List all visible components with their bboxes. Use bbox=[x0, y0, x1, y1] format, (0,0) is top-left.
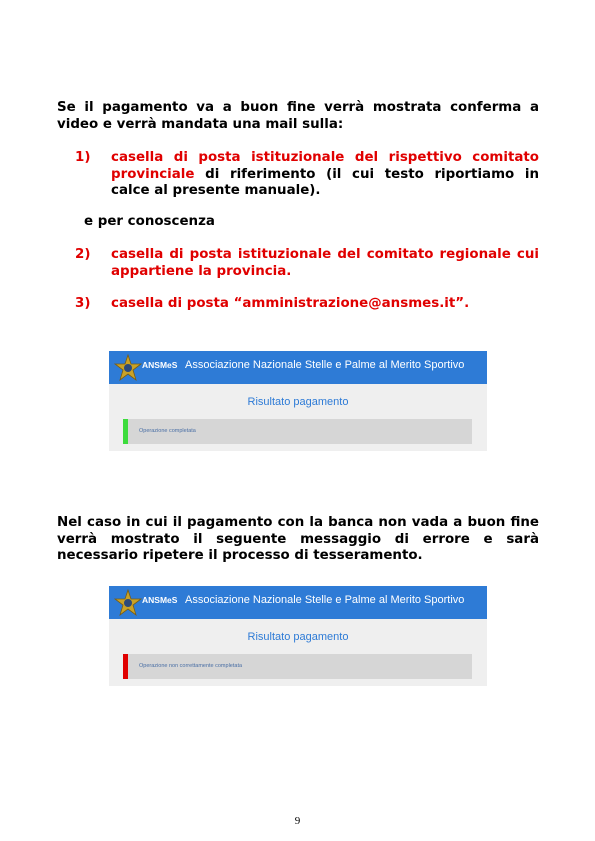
brand-name: ANSMeS bbox=[142, 595, 178, 605]
result-message-box bbox=[123, 654, 472, 679]
star-logo-icon bbox=[114, 589, 142, 616]
result-message-box bbox=[123, 419, 472, 444]
header-bar bbox=[109, 586, 487, 619]
list-item-1 bbox=[75, 150, 539, 200]
header-bar bbox=[109, 351, 487, 384]
item-number: 3) bbox=[75, 296, 91, 311]
item-red-text: casella di posta “amministrazione@ansmes.it”. bbox=[111, 296, 470, 311]
item-red-text: casella di posta istituzionale del comitato regionale cui appartiene la provincia. bbox=[111, 247, 539, 279]
result-heading: Risultato pagamento bbox=[247, 396, 349, 408]
association-title: Associazione Nazionale Stelle e Palme al Merito Sportivo bbox=[185, 594, 465, 606]
item-number: 2) bbox=[75, 247, 91, 262]
result-heading: Risultato pagamento bbox=[247, 631, 349, 643]
result-message: Operazione completata bbox=[139, 428, 196, 434]
error-flag bbox=[123, 654, 128, 679]
payment-error-screenshot bbox=[109, 586, 487, 686]
page-number: 9 bbox=[294, 815, 301, 827]
item-black-text: di riferimento (il cui testo riportiamo in calce al presente manuale). bbox=[111, 166, 539, 198]
intro-paragraph: Se il pagamento va a buon fine verrà mostrata conferma a video e verrà mandata una mail sulla: bbox=[57, 100, 539, 132]
item-number: 1) bbox=[75, 150, 91, 165]
list-item-3 bbox=[75, 296, 539, 313]
brand-name: ANSMeS bbox=[142, 360, 178, 370]
association-title: Associazione Nazionale Stelle e Palme al Merito Sportivo bbox=[185, 359, 465, 371]
star-logo-icon bbox=[114, 354, 142, 381]
success-flag bbox=[123, 419, 128, 444]
result-message: Operazione non correttamente completata bbox=[139, 663, 243, 669]
payment-success-screenshot bbox=[109, 351, 487, 451]
conoscenza-text: e per conoscenza bbox=[84, 214, 215, 229]
error-paragraph: Nel caso in cui il pagamento con la banca non vada a buon fine verrà mostrato il seguente messaggio di errore e sarà necessario ripetere il processo di tesseramento. bbox=[57, 515, 539, 563]
item-red-text: casella di posta istituzionale del rispettivo comitato provinciale bbox=[111, 150, 539, 182]
list-item-2 bbox=[75, 247, 539, 280]
